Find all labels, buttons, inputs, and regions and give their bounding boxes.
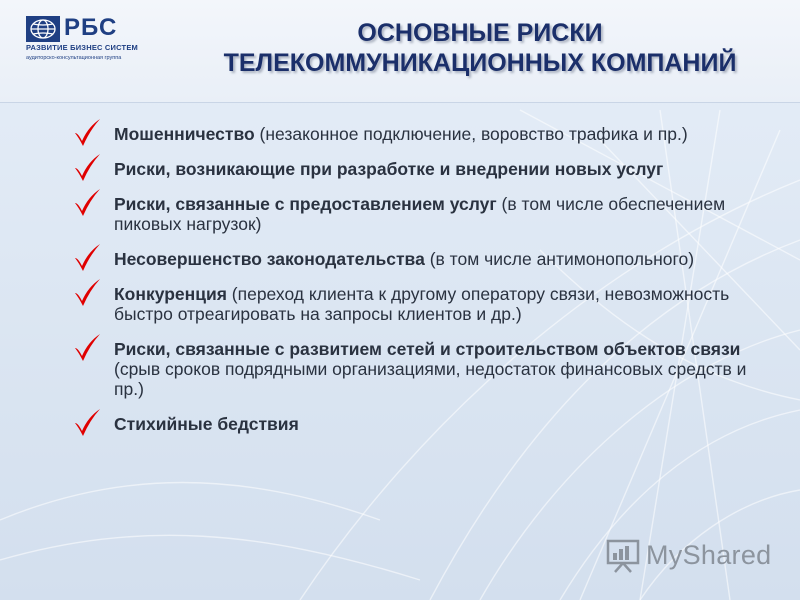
risk-detail: (в том числе обеспечением пиковых нагрузок) [114,194,726,234]
risk-title: Риски, возникающие при разработке и внедрении новых услуг [114,159,664,179]
red-checkmark-icon [72,333,102,363]
red-checkmark-icon [72,153,102,183]
logo-globe-icon [26,16,60,42]
risk-detail: (в том числе антимонопольного) [424,249,695,269]
red-checkmark-icon [72,188,102,218]
slide-title-line-2: ТЕЛЕКОММУНИКАЦИОННЫХ КОМПАНИЙ [223,49,737,77]
risk-list [72,124,752,449]
risk-item [72,124,752,144]
red-checkmark-icon [72,118,102,148]
presentation-board-icon [604,538,642,574]
risk-title: Мошенничество [114,124,255,144]
risk-title: Конкуренция [114,284,227,304]
watermark-text: MyShared [646,540,772,570]
slide-title [120,18,800,78]
risk-item [72,339,752,399]
risk-item [72,249,752,269]
red-checkmark-icon [72,243,102,273]
red-checkmark-icon [72,278,102,308]
red-checkmark-icon [72,408,102,438]
watermark [604,538,774,576]
risk-title: Риски, связанные с предоставлением услуг [114,194,497,214]
risk-detail: (срыв сроков подрядными организациями, недостаток финансовых средств и пр.) [114,359,747,399]
risk-item [72,284,752,324]
logo-tagline: РАЗВИТИЕ БИЗНЕС СИСТЕМ [26,43,138,52]
risk-item [72,194,752,234]
logo-subtag: аудиторско-консультационная группа [26,55,122,61]
risk-title: Риски, связанные с развитием сетей и строительством объектов связи [114,339,741,359]
logo-name: РБС [64,14,118,41]
risk-detail: (переход клиента к другому оператору связи, невозможность быстро отреагировать на запросы клиентов и др.) [114,284,730,324]
risk-item [72,414,752,434]
risk-title: Стихийные бедствия [114,414,299,434]
risk-item [72,159,752,179]
risk-title: Несовершенство законодательства [114,249,425,269]
risk-detail: (незаконное подключение, воровство трафика и пр.) [254,124,688,144]
slide-title-line-1: ОСНОВНЫЕ РИСКИ [357,19,603,47]
